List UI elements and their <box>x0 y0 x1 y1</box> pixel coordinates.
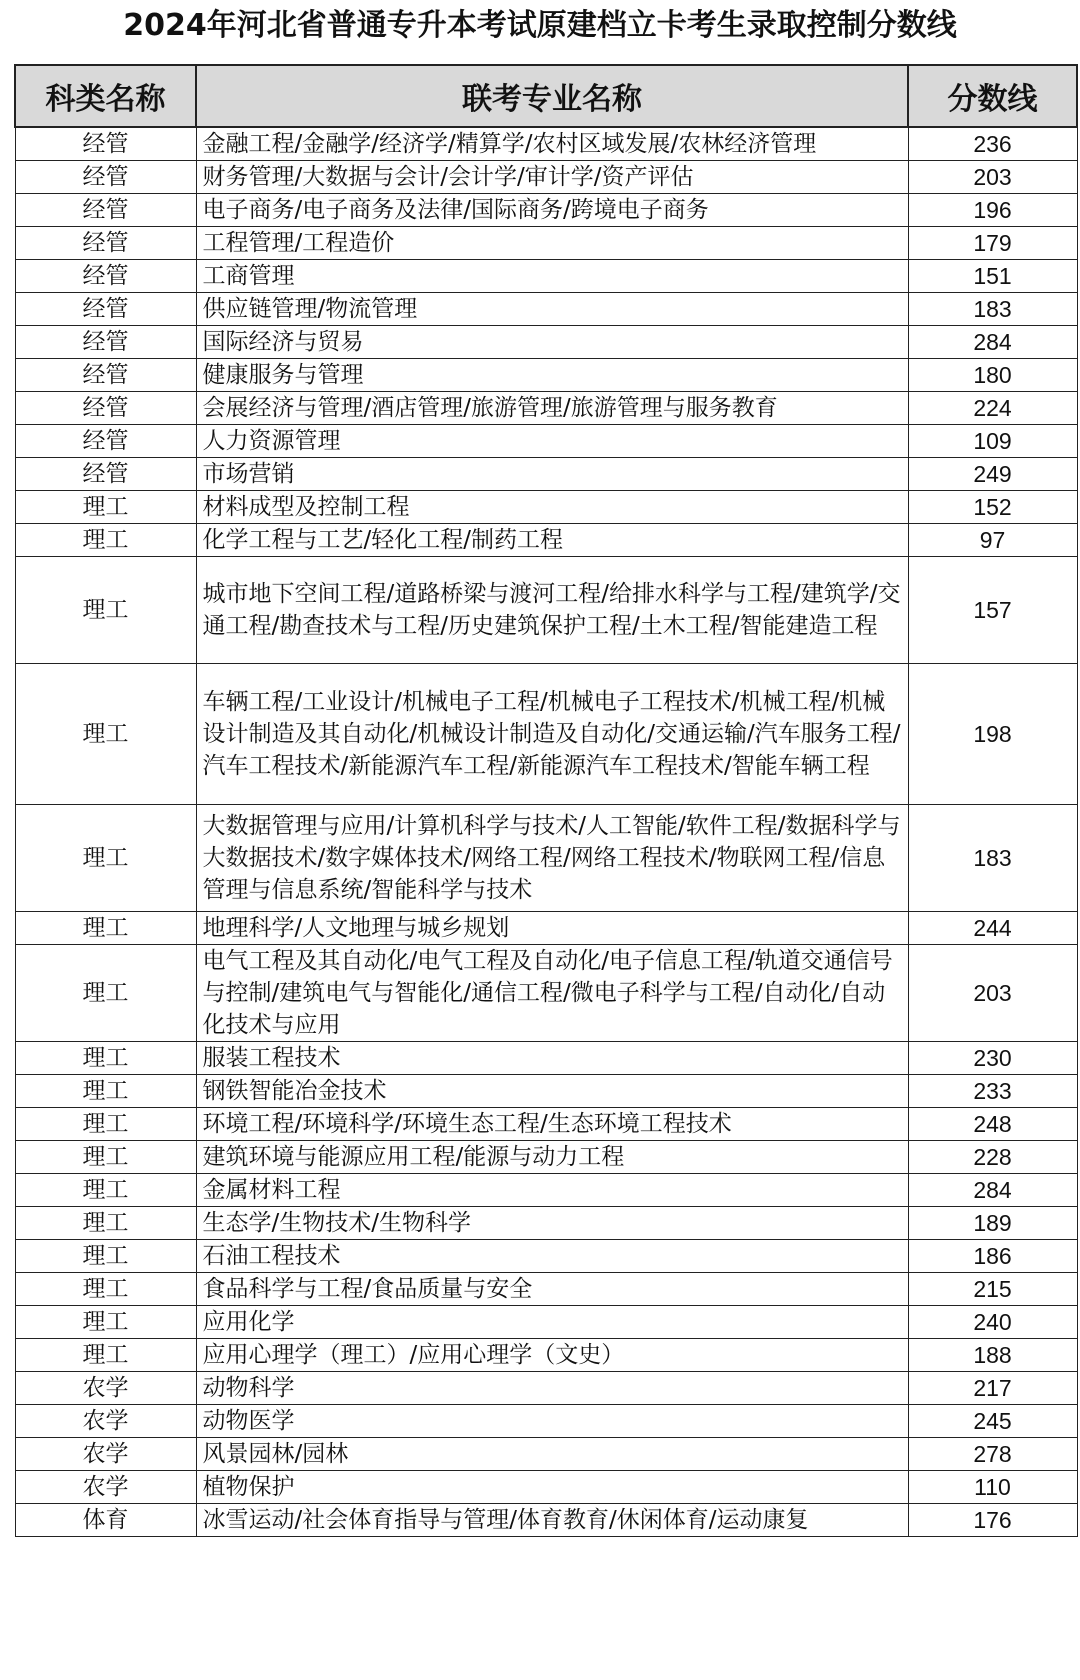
category-cell: 经管 <box>15 425 196 458</box>
table-row <box>15 425 1077 458</box>
score-cell: 215 <box>908 1273 1077 1306</box>
category-cell: 理工 <box>15 491 196 524</box>
score-cell: 109 <box>908 425 1077 458</box>
table-row <box>15 1405 1077 1438</box>
category-cell: 经管 <box>15 127 196 161</box>
table-row <box>15 805 1077 912</box>
score-cell: 157 <box>908 557 1077 664</box>
category-cell: 经管 <box>15 161 196 194</box>
category-cell: 体育 <box>15 1504 196 1537</box>
category-cell: 理工 <box>15 1273 196 1306</box>
major-cell: 工程管理/工程造价 <box>196 227 908 260</box>
category-cell: 理工 <box>15 1240 196 1273</box>
score-cell: 244 <box>908 912 1077 945</box>
category-cell: 经管 <box>15 392 196 425</box>
score-cell: 236 <box>908 127 1077 161</box>
score-cell: 180 <box>908 359 1077 392</box>
major-cell: 环境工程/环境科学/环境生态工程/生态环境工程技术 <box>196 1108 908 1141</box>
score-table <box>14 64 1078 1537</box>
table-row <box>15 293 1077 326</box>
major-cell: 钢铁智能冶金技术 <box>196 1075 908 1108</box>
major-cell: 金属材料工程 <box>196 1174 908 1207</box>
category-cell: 经管 <box>15 326 196 359</box>
major-cell: 会展经济与管理/酒店管理/旅游管理/旅游管理与服务教育 <box>196 392 908 425</box>
table-row <box>15 1075 1077 1108</box>
table-row <box>15 1306 1077 1339</box>
major-cell: 化学工程与工艺/轻化工程/制药工程 <box>196 524 908 557</box>
score-cell: 284 <box>908 326 1077 359</box>
table-row <box>15 260 1077 293</box>
category-cell: 理工 <box>15 664 196 805</box>
table-row <box>15 1042 1077 1075</box>
category-cell: 经管 <box>15 293 196 326</box>
major-cell: 石油工程技术 <box>196 1240 908 1273</box>
score-cell: 186 <box>908 1240 1077 1273</box>
header-major: 联考专业名称 <box>196 65 908 127</box>
category-cell: 经管 <box>15 458 196 491</box>
major-cell: 电气工程及其自动化/电气工程及自动化/电子信息工程/轨道交通信号与控制/建筑电气与智能化/通信工程/微电子科学与工程/自动化/自动化技术与应用 <box>196 945 908 1042</box>
table-row <box>15 127 1077 161</box>
category-cell: 经管 <box>15 227 196 260</box>
score-cell: 228 <box>908 1141 1077 1174</box>
table-row <box>15 392 1077 425</box>
score-cell: 233 <box>908 1075 1077 1108</box>
major-cell: 材料成型及控制工程 <box>196 491 908 524</box>
score-cell: 179 <box>908 227 1077 260</box>
category-cell: 理工 <box>15 912 196 945</box>
major-cell: 食品科学与工程/食品质量与安全 <box>196 1273 908 1306</box>
header-score: 分数线 <box>908 65 1077 127</box>
major-cell: 应用心理学（理工）/应用心理学（文史） <box>196 1339 908 1372</box>
major-cell: 市场营销 <box>196 458 908 491</box>
table-row <box>15 664 1077 805</box>
score-cell: 278 <box>908 1438 1077 1471</box>
table-header-row <box>15 65 1077 127</box>
score-cell: 249 <box>908 458 1077 491</box>
category-cell: 理工 <box>15 1108 196 1141</box>
major-cell: 动物科学 <box>196 1372 908 1405</box>
major-cell: 人力资源管理 <box>196 425 908 458</box>
table-row <box>15 945 1077 1042</box>
table-row <box>15 1339 1077 1372</box>
score-cell: 217 <box>908 1372 1077 1405</box>
category-cell: 经管 <box>15 260 196 293</box>
score-cell: 248 <box>908 1108 1077 1141</box>
category-cell: 理工 <box>15 945 196 1042</box>
score-cell: 198 <box>908 664 1077 805</box>
score-cell: 188 <box>908 1339 1077 1372</box>
score-cell: 203 <box>908 945 1077 1042</box>
major-cell: 生态学/生物技术/生物科学 <box>196 1207 908 1240</box>
category-cell: 理工 <box>15 557 196 664</box>
table-row <box>15 161 1077 194</box>
table-body <box>15 127 1077 1537</box>
major-cell: 工商管理 <box>196 260 908 293</box>
score-cell: 183 <box>908 805 1077 912</box>
category-cell: 理工 <box>15 524 196 557</box>
major-cell: 城市地下空间工程/道路桥梁与渡河工程/给排水科学与工程/建筑学/交通工程/勘查技术与工程/历史建筑保护工程/土木工程/智能建造工程 <box>196 557 908 664</box>
category-cell: 农学 <box>15 1438 196 1471</box>
table-row <box>15 1504 1077 1537</box>
table-row <box>15 1471 1077 1504</box>
table-row <box>15 491 1077 524</box>
table-row <box>15 1240 1077 1273</box>
category-cell: 理工 <box>15 1141 196 1174</box>
major-cell: 风景园林/园林 <box>196 1438 908 1471</box>
table-row <box>15 227 1077 260</box>
table-row <box>15 524 1077 557</box>
category-cell: 理工 <box>15 1042 196 1075</box>
score-cell: 196 <box>908 194 1077 227</box>
document-title: 2024年河北省普通专升本考试原建档立卡考生录取控制分数线 <box>123 8 957 43</box>
table-row <box>15 1108 1077 1141</box>
major-cell: 财务管理/大数据与会计/会计学/审计学/资产评估 <box>196 161 908 194</box>
score-cell: 203 <box>908 161 1077 194</box>
category-cell: 理工 <box>15 805 196 912</box>
major-cell: 电子商务/电子商务及法律/国际商务/跨境电子商务 <box>196 194 908 227</box>
table-row <box>15 1174 1077 1207</box>
category-cell: 经管 <box>15 359 196 392</box>
category-cell: 理工 <box>15 1207 196 1240</box>
header-category: 科类名称 <box>15 65 196 127</box>
category-cell: 农学 <box>15 1405 196 1438</box>
score-cell: 189 <box>908 1207 1077 1240</box>
score-cell: 152 <box>908 491 1077 524</box>
major-cell: 车辆工程/工业设计/机械电子工程/机械电子工程技术/机械工程/机械设计制造及其自动化/机械设计制造及自动化/交通运输/汽车服务工程/汽车工程技术/新能源汽车工程/新能源汽车工程技术/智能车辆工程 <box>196 664 908 805</box>
category-cell: 理工 <box>15 1174 196 1207</box>
major-cell: 地理科学/人文地理与城乡规划 <box>196 912 908 945</box>
major-cell: 服装工程技术 <box>196 1042 908 1075</box>
major-cell: 国际经济与贸易 <box>196 326 908 359</box>
major-cell: 动物医学 <box>196 1405 908 1438</box>
major-cell: 金融工程/金融学/经济学/精算学/农村区域发展/农林经济管理 <box>196 127 908 161</box>
category-cell: 农学 <box>15 1372 196 1405</box>
major-cell: 冰雪运动/社会体育指导与管理/体育教育/休闲体育/运动康复 <box>196 1504 908 1537</box>
score-cell: 176 <box>908 1504 1077 1537</box>
category-cell: 农学 <box>15 1471 196 1504</box>
table-row <box>15 557 1077 664</box>
score-cell: 97 <box>908 524 1077 557</box>
table-row <box>15 1438 1077 1471</box>
table-row <box>15 912 1077 945</box>
table-row <box>15 458 1077 491</box>
score-cell: 284 <box>908 1174 1077 1207</box>
major-cell: 应用化学 <box>196 1306 908 1339</box>
table-row <box>15 1141 1077 1174</box>
score-cell: 240 <box>908 1306 1077 1339</box>
category-cell: 理工 <box>15 1306 196 1339</box>
table-row <box>15 326 1077 359</box>
major-cell: 健康服务与管理 <box>196 359 908 392</box>
category-cell: 理工 <box>15 1075 196 1108</box>
score-cell: 183 <box>908 293 1077 326</box>
major-cell: 大数据管理与应用/计算机科学与技术/人工智能/软件工程/数据科学与大数据技术/数字媒体技术/网络工程/网络工程技术/物联网工程/信息管理与信息系统/智能科学与技术 <box>196 805 908 912</box>
score-cell: 224 <box>908 392 1077 425</box>
major-cell: 建筑环境与能源应用工程/能源与动力工程 <box>196 1141 908 1174</box>
category-cell: 经管 <box>15 194 196 227</box>
score-cell: 110 <box>908 1471 1077 1504</box>
major-cell: 植物保护 <box>196 1471 908 1504</box>
table-row <box>15 359 1077 392</box>
table-row <box>15 194 1077 227</box>
table-row <box>15 1273 1077 1306</box>
table-row <box>15 1372 1077 1405</box>
major-cell: 供应链管理/物流管理 <box>196 293 908 326</box>
score-cell: 245 <box>908 1405 1077 1438</box>
score-cell: 230 <box>908 1042 1077 1075</box>
score-cell: 151 <box>908 260 1077 293</box>
table-row <box>15 1207 1077 1240</box>
category-cell: 理工 <box>15 1339 196 1372</box>
